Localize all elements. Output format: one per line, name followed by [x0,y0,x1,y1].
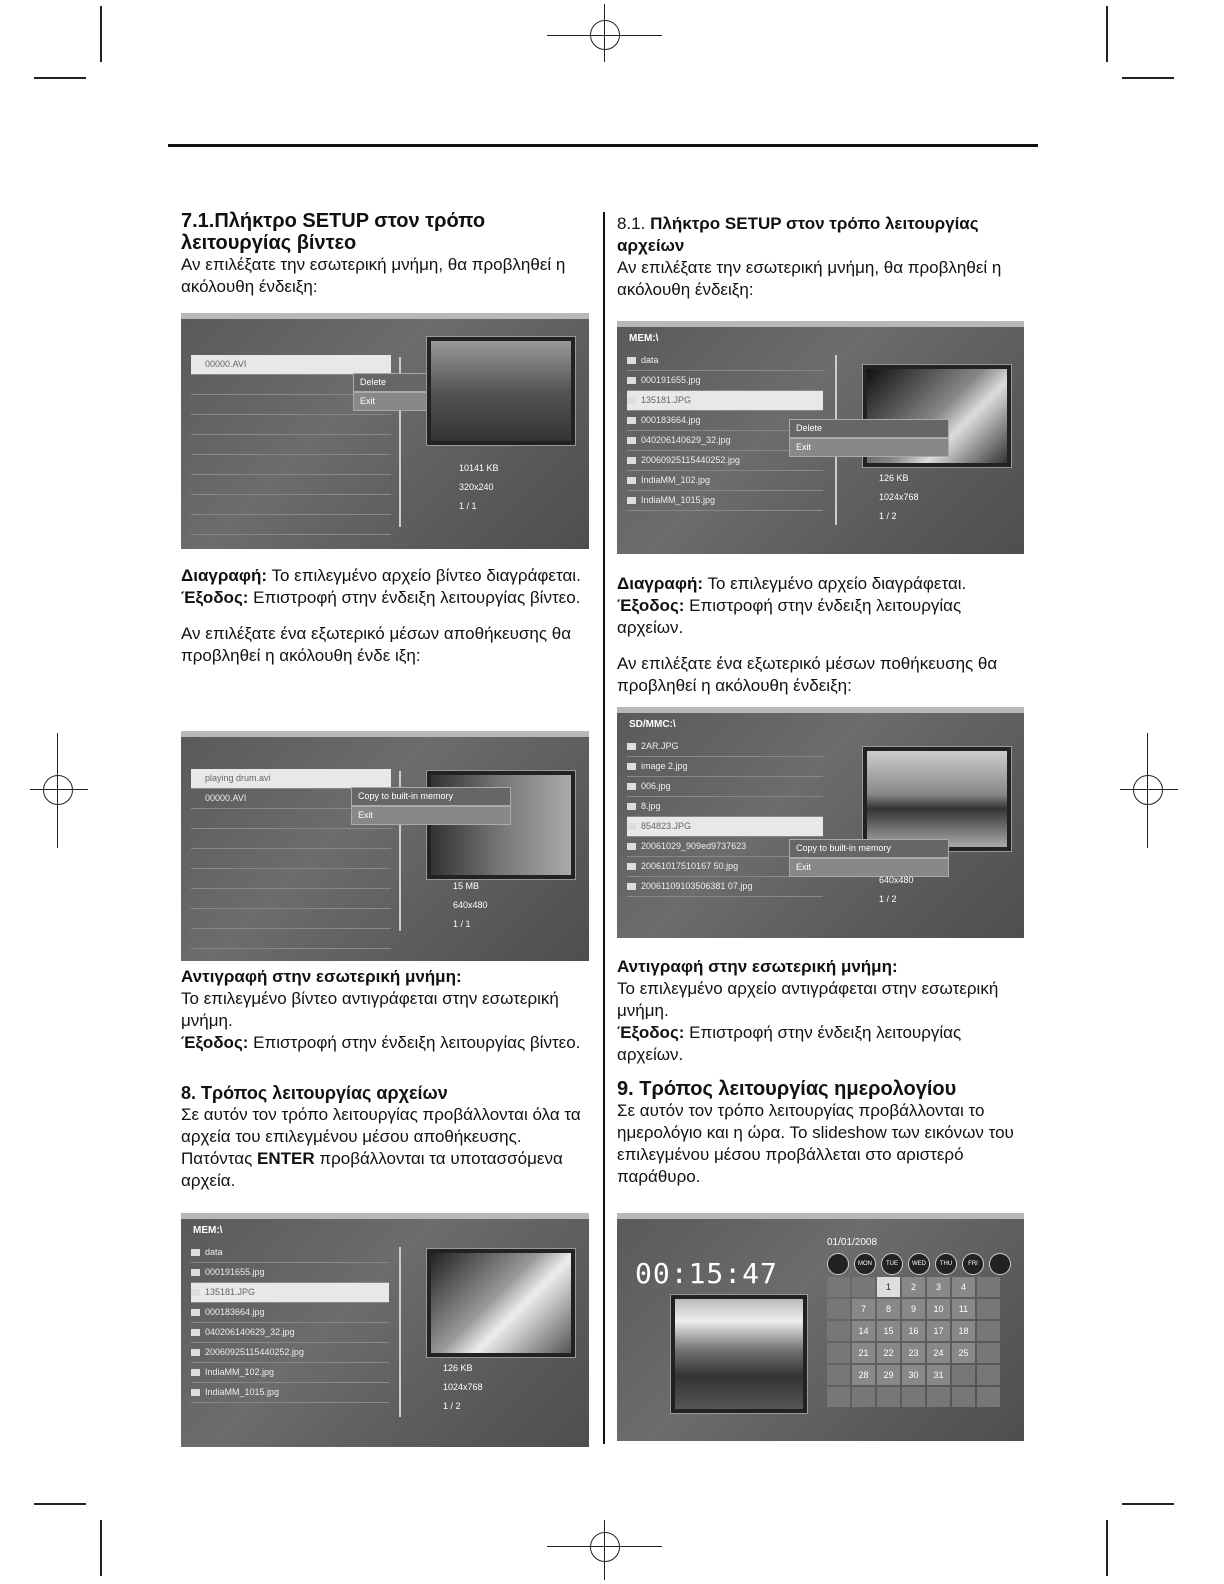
list-item: 135181.JPG [627,391,823,411]
delete-label: Διαγραφή: [181,566,268,585]
image-file-icon [191,1289,200,1296]
section-8-1 [617,213,1027,301]
list-item [191,435,391,455]
folder-icon [627,357,636,364]
list-item: 000183664.jpg [191,1303,389,1323]
list-item: 854823.JPG [627,817,823,837]
image-file-icon [191,1389,200,1396]
calendar-day[interactable]: 1 [877,1277,900,1297]
list-item: data [191,1243,389,1263]
context-menu [351,787,511,825]
screenshot-file-setup-internal [617,321,1024,554]
list-item: 000191655.jpg [191,1263,389,1283]
section-intro: Αν επιλέξατε την εσωτερική μνήμη, θα προβληθεί η ακόλουθη ένδειξη: [617,258,1002,299]
path-label: SD/MMC:\ [629,719,676,730]
menu-item-delete[interactable]: Delete [789,419,949,438]
registration-line [57,733,58,848]
page-counter: 1 / 2 [443,1401,461,1411]
preview-thumbnail [427,337,575,445]
list-item [191,515,391,535]
preview-thumbnail [427,1249,575,1357]
section-title: 8. Τρόπος λειτουργίας αρχείων [181,1083,448,1103]
weekday: FRI [962,1253,984,1275]
section-text-end: προβάλλονται τα υποτασσόμενα αρχεία. [181,1149,563,1190]
section-title: 7.1.Πλήκτρο SETUP στον τρόπο λειτουργίας βίντεο [181,210,486,254]
external-intro: Αν επιλέξατε ένα εξωτερικό μέσων αποθήκευσης θα προβληθεί η ακόλουθη ένδε ιξη: [181,624,572,665]
context-menu [789,419,949,457]
list-item [191,495,391,515]
image-file-icon [191,1349,200,1356]
calendar-day[interactable] [852,1387,875,1407]
weekday: MON [854,1253,876,1275]
calendar-day[interactable]: 28 [852,1365,875,1385]
image-file-icon [627,497,636,504]
image-file-icon [191,1309,200,1316]
calendar-day[interactable] [952,1365,975,1385]
calendar-day[interactable]: 3 [927,1277,950,1297]
preview-thumbnail [863,747,1011,851]
file-info [879,871,914,909]
section-8 [181,1082,591,1192]
menu-item-copy[interactable]: Copy to built-in memory [789,839,949,858]
list-item: 006.jpg [627,777,823,797]
file-info [459,459,499,516]
section-text: Σε αυτόν τον τρόπο λειτουργίας προβάλλονται όλα τα αρχεία του επιλεγμένου μέσου αποθήκευσης. Πατόντας [181,1105,581,1168]
calendar-day[interactable]: 11 [952,1299,975,1319]
list-item [191,849,391,869]
file-size: 10141 KB [459,463,499,473]
calendar-day[interactable] [927,1387,950,1407]
calendar-day[interactable] [852,1277,875,1297]
calendar-day[interactable]: 4 [952,1277,975,1297]
list-item: 00000.AVI [191,789,391,809]
crop-mark [34,77,86,79]
image-file-icon [627,783,636,790]
image-file-icon [191,1269,200,1276]
calendar-day[interactable]: 16 [902,1321,925,1341]
calendar-day[interactable]: 21 [852,1343,875,1363]
image-file-icon [627,863,636,870]
page-counter: 1 / 2 [879,511,897,521]
image-file-icon [191,1329,200,1336]
calendar-day[interactable]: 30 [902,1365,925,1385]
exit-label: Έξοδος: [617,1023,685,1042]
calendar-day[interactable]: 29 [877,1365,900,1385]
section-text: Σε αυτόν τον τρόπο λειτουργίας προβάλλονται το ημερολόγιο και η ώρα. Το slideshow των εικόνων του επιλεγμένου μέσου προβάλλεται στο αριστερό παράθυρο. [617,1101,1014,1186]
registration-line [1147,733,1148,848]
column-divider [603,212,605,1444]
path-label: MEM:\ [193,1225,223,1236]
calendar-day[interactable]: 24 [927,1343,950,1363]
folder-icon [191,1249,200,1256]
file-list [191,1243,389,1403]
calendar-day[interactable]: 31 [927,1365,950,1385]
scrollbar [399,1247,401,1417]
delete-label: Διαγραφή: [617,574,704,593]
file-size: 126 KB [879,473,909,483]
image-file-icon [627,743,636,750]
image-file-icon [627,843,636,850]
image-file-icon [627,763,636,770]
exit-text: Επιστροφή στην ένδειξη λειτουργίας βίντεο. [248,1033,581,1052]
calendar-day[interactable]: 17 [927,1321,950,1341]
list-item: data [627,351,823,371]
calendar-date: 01/01/2008 [827,1237,878,1248]
registration-mark [1133,775,1163,805]
list-item: IndiaMM_1015.jpg [627,491,823,511]
list-item [191,475,391,495]
crop-mark [1122,1503,1174,1505]
registration-mark [43,775,73,805]
list-item: 00000.AVI [191,355,391,375]
list-item: 000183664.jpg [627,411,823,431]
image-file-icon [627,803,636,810]
calendar-day[interactable]: 9 [902,1299,925,1319]
menu-item-exit[interactable]: Exit [789,858,949,877]
calendar-day[interactable] [827,1365,850,1385]
list-item: 20061017510167 50.jpg [627,857,823,877]
weekday: TUE [881,1253,903,1275]
calendar-day[interactable]: 10 [927,1299,950,1319]
list-item: 20060925115440252.jpg [191,1343,389,1363]
crop-mark [100,6,102,62]
list-item: 2AR.JPG [627,737,823,757]
menu-item-delete[interactable]: Delete [353,373,513,392]
screenshot-file-setup-external [617,707,1024,938]
section-9 [617,1078,1027,1188]
page-counter: 1 / 2 [879,894,897,904]
list-item: IndiaMM_1015.jpg [191,1383,389,1403]
section-7-1 [181,210,581,298]
screenshot-video-setup-internal [181,313,589,549]
calendar-day[interactable]: 14 [852,1321,875,1341]
file-info [453,877,488,934]
exit-text: Επιστροφή στην ένδειξη λειτουργίας αρχείων. [617,596,962,637]
list-item: IndiaMM_102.jpg [191,1363,389,1383]
screenshot-video-setup-external [181,731,589,961]
list-item: 20061109103506381 07.jpg [627,877,823,897]
calendar-day[interactable] [977,1365,1000,1385]
copy-exit-desc [617,956,1027,1066]
calendar-day[interactable] [977,1277,1000,1297]
delete-exit-desc [181,565,581,667]
weekday-header [827,1253,1011,1275]
list-item: 8.jpg [627,797,823,817]
calendar-day[interactable] [827,1321,850,1341]
calendar-day[interactable]: 15 [877,1321,900,1341]
list-item [191,455,391,475]
weekday: THU [935,1253,957,1275]
calendar-day[interactable] [952,1387,975,1407]
list-item: 20061029_909ed9737623 [627,837,823,857]
header-rule [168,144,1038,147]
image-file-icon [627,397,636,404]
file-info [879,469,919,526]
list-item: 040206140629_32.jpg [627,431,823,451]
calendar-day[interactable]: 18 [952,1321,975,1341]
calendar-day[interactable]: 23 [902,1343,925,1363]
exit-label: Έξοδος: [181,1033,249,1052]
weekday: WED [908,1253,930,1275]
external-intro: Αν επιλέξατε ένα εξωτερικό μέσων ποθήκευσης θα προβληθεί η ακόλουθη ένδειξη: [617,654,998,695]
file-info [443,1359,483,1416]
calendar-day[interactable]: 2 [902,1277,925,1297]
resolution: 640x480 [879,875,914,885]
calendar-day[interactable] [827,1387,850,1407]
registration-line [30,789,88,790]
crop-mark [1106,1520,1108,1576]
weekday [989,1253,1011,1275]
copy-label: Αντιγραφή στην εσωτερική μνήμη: [617,957,898,976]
list-item: image 2.jpg [627,757,823,777]
menu-item-exit[interactable]: Exit [789,438,949,457]
list-item: IndiaMM_102.jpg [627,471,823,491]
image-file-icon [627,437,636,444]
calendar-day[interactable] [977,1321,1000,1341]
calendar-day[interactable]: 8 [877,1299,900,1319]
exit-text: Επιστροφή στην ένδειξη λειτουργίας βίντεο. [248,588,581,607]
crop-mark [34,1503,86,1505]
list-item [191,909,391,929]
calendar-day[interactable] [977,1387,1000,1407]
menu-item-exit[interactable]: Exit [353,392,513,411]
image-file-icon [627,823,636,830]
section-number: 8.1. [617,214,651,233]
resolution: 1024x768 [443,1382,483,1392]
file-size: 15 MB [453,881,480,891]
registration-line [604,4,605,62]
image-file-icon [627,417,636,424]
delete-text: Το επιλεγμένο αρχείο βίντεο διαγράφεται. [267,566,581,585]
list-item [191,929,391,949]
list-item: 20060925115440252.jpg [627,451,823,471]
calendar-grid [827,1277,1000,1407]
resolution: 320x240 [459,482,494,492]
path-label: MEM:\ [629,333,659,344]
context-menu [789,839,949,877]
registration-line [1120,789,1178,790]
delete-text: Το επιλεγμένο αρχείο διαγράφεται. [703,574,967,593]
image-file-icon [627,883,636,890]
calendar-day[interactable] [827,1277,850,1297]
weekday [827,1253,849,1275]
crop-mark [1106,6,1108,62]
slideshow-image [671,1295,807,1413]
exit-text: Επιστροφή στην ένδειξη λειτουργίας αρχείων. [617,1023,962,1064]
delete-exit-desc [617,573,1027,697]
section-intro: Αν επιλέξατε την εσωτερική μνήμη, θα προβληθεί η ακόλουθη ένδειξη: [181,255,566,296]
calendar-day[interactable]: 22 [877,1343,900,1363]
calendar-day[interactable] [827,1299,850,1319]
copy-label: Αντιγραφή στην εσωτερική μνήμη: [181,967,462,986]
crop-mark [1122,77,1174,79]
list-item: 135181.JPG [191,1283,389,1303]
file-size: 126 KB [443,1363,473,1373]
list-item: playing drum.avi [191,769,391,789]
resolution: 640x480 [453,900,488,910]
calendar-day[interactable]: 7 [852,1299,875,1319]
registration-line [604,1520,605,1580]
enter-key: ENTER [257,1149,315,1168]
list-item [191,415,391,435]
resolution: 1024x768 [879,492,919,502]
list-item: 040206140629_32.jpg [191,1323,389,1343]
list-item [191,869,391,889]
clock-display: 00:15:47 [635,1257,778,1290]
menu-item-exit[interactable]: Exit [351,806,511,825]
image-file-icon [191,1369,200,1376]
page-counter: 1 / 1 [459,501,477,511]
copy-text: Το επιλεγμένο βίντεο αντιγράφεται στην εσωτερική μνήμη. [181,989,559,1030]
section-title: Πλήκτρο SETUP στον τρόπο λειτουργίας αρχείων [617,214,979,255]
copy-text: Το επιλεγμένο αρχείο αντιγράφεται στην εσωτερική μνήμη. [617,979,999,1020]
list-item [191,829,391,849]
registration-mark [590,1532,620,1562]
calendar-day[interactable] [902,1387,925,1407]
calendar-day[interactable] [977,1343,1000,1363]
exit-label: Έξοδος: [617,596,685,615]
list-item [191,889,391,909]
screenshot-file-mode [181,1213,589,1447]
calendar-day[interactable] [827,1343,850,1363]
exit-label: Έξοδος: [181,588,249,607]
menu-item-copy[interactable]: Copy to built-in memory [351,787,511,806]
calendar-day[interactable] [877,1387,900,1407]
calendar-day[interactable] [977,1299,1000,1319]
image-file-icon [627,457,636,464]
list-item: 000191655.jpg [627,371,823,391]
image-file-icon [627,477,636,484]
image-file-icon [627,377,636,384]
copy-exit-desc [181,966,581,1054]
calendar-day[interactable]: 25 [952,1343,975,1363]
screenshot-calendar-mode [617,1213,1024,1441]
section-title: 9. Τρόπος λειτουργίας ημερολογίου [617,1078,957,1100]
page-counter: 1 / 1 [453,919,471,929]
crop-mark [100,1520,102,1576]
